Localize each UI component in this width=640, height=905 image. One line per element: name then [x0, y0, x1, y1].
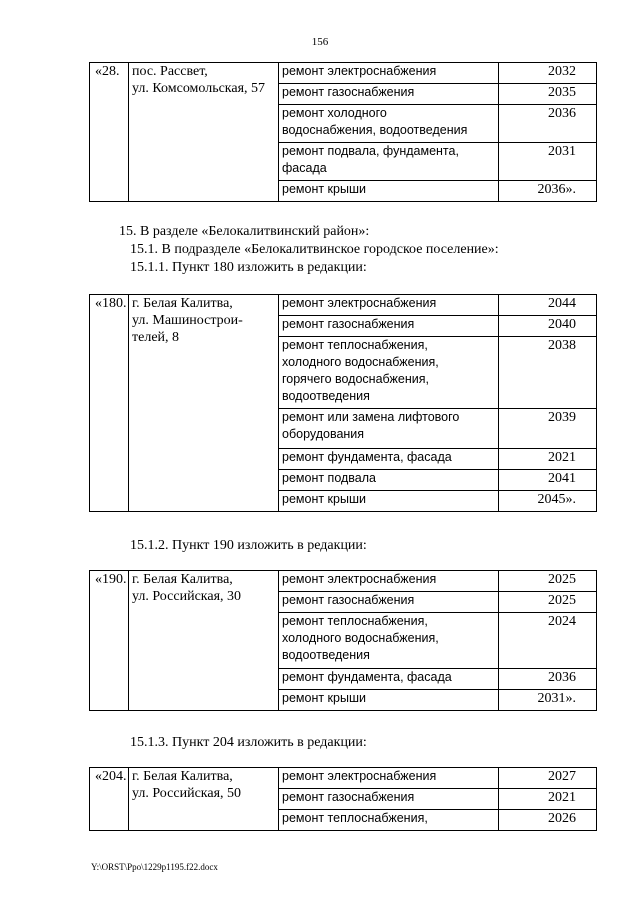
- year-cell: 2027: [499, 768, 597, 789]
- year-cell: 2039: [499, 409, 597, 449]
- year-cell: 2038: [499, 337, 597, 409]
- year-cell: 2025: [499, 592, 597, 613]
- item-number: «180.: [90, 295, 129, 512]
- work-cell: ремонт теплоснабжения,: [279, 810, 499, 831]
- table-row: [90, 571, 597, 592]
- work-cell: ремонт крыши: [279, 491, 499, 512]
- address-cell: г. Белая Калитва, ул. Российская, 30: [129, 571, 279, 711]
- work-cell: ремонт теплоснабжения, холодного водоснабжения, горячего водоснабжения, водоотведения: [279, 337, 499, 409]
- paragraph-15-1-1: 15.1.1. Пункт 180 изложить в редакции:: [130, 260, 367, 275]
- work-cell: ремонт фундамента, фасада: [279, 449, 499, 470]
- table-row: [90, 295, 597, 316]
- address-cell: г. Белая Калитва, ул. Российская, 50: [129, 768, 279, 831]
- work-cell: ремонт электроснабжения: [279, 571, 499, 592]
- page-number: 156: [311, 36, 329, 48]
- address-cell: г. Белая Калитва, ул. Машинострои- телей, 8: [129, 295, 279, 512]
- year-cell: 2026: [499, 810, 597, 831]
- work-cell: ремонт электроснабжения: [279, 295, 499, 316]
- table-row: [90, 63, 597, 84]
- work-cell: ремонт электроснабжения: [279, 63, 499, 84]
- address-cell: пос. Рассвет, ул. Комсомольская, 57: [129, 63, 279, 202]
- year-cell: 2031: [499, 143, 597, 181]
- work-cell: ремонт газоснабжения: [279, 316, 499, 337]
- table-item-180: [89, 294, 597, 512]
- work-cell: ремонт теплоснабжения, холодного водоснабжения, водоотведения: [279, 613, 499, 669]
- paragraph-15-1-3: 15.1.3. Пункт 204 изложить в редакции:: [130, 735, 367, 750]
- paragraph-15: 15. В разделе «Белокалитвинский район»:: [119, 224, 370, 239]
- year-cell: 2044: [499, 295, 597, 316]
- work-cell: ремонт газоснабжения: [279, 84, 499, 105]
- item-number: «28.: [90, 63, 129, 202]
- work-cell: ремонт фундамента, фасада: [279, 669, 499, 690]
- year-cell: 2040: [499, 316, 597, 337]
- year-cell: 2024: [499, 613, 597, 669]
- work-cell: ремонт или замена лифтового оборудования: [279, 409, 499, 449]
- item-number: «204.: [90, 768, 129, 831]
- year-cell: 2021: [499, 789, 597, 810]
- work-cell: ремонт крыши: [279, 690, 499, 711]
- year-cell: 2035: [499, 84, 597, 105]
- table-item-28: [89, 62, 597, 202]
- item-number: «190.: [90, 571, 129, 711]
- paragraph-15-1-2: 15.1.2. Пункт 190 изложить в редакции:: [130, 538, 367, 553]
- year-cell: 2041: [499, 470, 597, 491]
- paragraph-15-1: 15.1. В подразделе «Белокалитвинское городское поселение»:: [130, 242, 499, 257]
- file-path-footer: Y:\ORST\Ppo\1229p1195.f22.docx: [91, 862, 218, 872]
- year-cell: 2036: [499, 105, 597, 143]
- table-item-190: [89, 570, 597, 711]
- table-row: [90, 768, 597, 789]
- year-cell: 2036: [499, 669, 597, 690]
- year-cell: 2021: [499, 449, 597, 470]
- year-cell: 2032: [499, 63, 597, 84]
- work-cell: ремонт газоснабжения: [279, 592, 499, 613]
- year-cell: 2045».: [499, 491, 597, 512]
- work-cell: ремонт холодного водоснабжения, водоотведения: [279, 105, 499, 143]
- year-cell: 2025: [499, 571, 597, 592]
- work-cell: ремонт газоснабжения: [279, 789, 499, 810]
- work-cell: ремонт электроснабжения: [279, 768, 499, 789]
- year-cell: 2031».: [499, 690, 597, 711]
- work-cell: ремонт крыши: [279, 181, 499, 202]
- table-item-204: [89, 767, 597, 831]
- work-cell: ремонт подвала: [279, 470, 499, 491]
- work-cell: ремонт подвала, фундамента, фасада: [279, 143, 499, 181]
- year-cell: 2036».: [499, 181, 597, 202]
